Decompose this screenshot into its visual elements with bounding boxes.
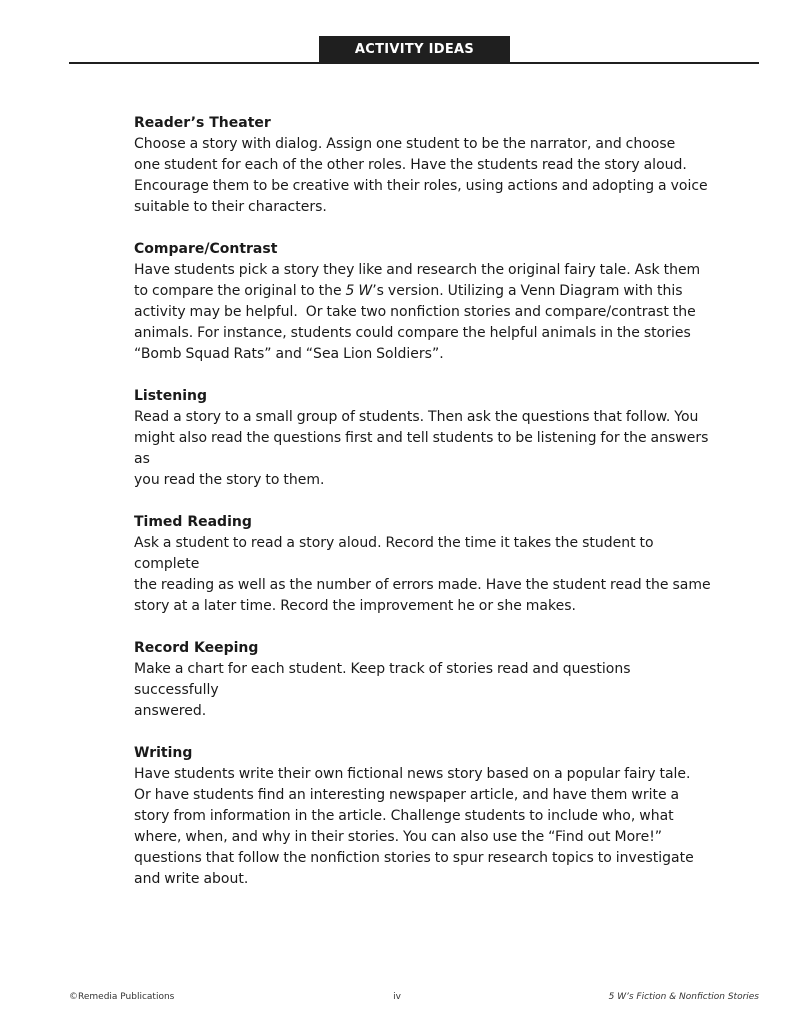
section-heading: Timed Reading <box>134 514 252 530</box>
section-record-keeping <box>134 638 714 722</box>
section-body: Read a story to a small group of students. Then ask the questions that follow. You might also read the questions first and tell students to be listening for the answers as you read the story to them. <box>134 409 709 488</box>
section-compare-contrast <box>134 239 714 365</box>
footer-page-number: iv <box>393 992 401 1002</box>
activity-list <box>134 113 714 911</box>
section-timed-reading <box>134 512 714 617</box>
header-divider <box>69 62 759 64</box>
section-writing <box>134 743 714 890</box>
section-heading: Writing <box>134 745 193 761</box>
section-readers-theater <box>134 113 714 218</box>
section-body: Have students pick a story they like and research the original fairy tale. Ask them to compare the original to the 5 W’s version. Utilizing a Venn Diagram with this activity may be helpful. Or take two nonfiction stories and compare/contrast the animals. For instance, students could compare the helpful animals in the stories “Bomb Squad Rats” and “Sea Lion Soldiers”. <box>134 262 701 362</box>
section-body: Make a chart for each student. Keep track of stories read and questions successfully answered. <box>134 661 631 719</box>
section-heading: Compare/Contrast <box>134 241 278 257</box>
section-body: Have students write their own fictional news story based on a popular fairy tale. Or have students find an interesting newspaper article, and have them write a story from information in the article. Challenge students to include who, what where, when, and why in their stories. You can also use the “Find out More!” questions that follow the nonfiction stories to spur research topics to investigate and write about. <box>134 766 694 887</box>
section-body: Ask a student to read a story aloud. Record the time it takes the student to complete the reading as well as the number of errors made. Have the student read the same story at a later time. Record the improvement he or she makes. <box>134 535 711 614</box>
footer-book-title: 5 W’s Fiction & Nonfiction Stories <box>608 992 759 1002</box>
page-title: ACTIVITY IDEAS <box>354 42 475 57</box>
section-heading: Record Keeping <box>134 640 259 656</box>
section-heading: Listening <box>134 388 207 404</box>
page-header-tab <box>319 36 510 63</box>
section-heading: Reader’s Theater <box>134 115 271 131</box>
footer-copyright: ©Remedia Publications <box>69 992 175 1002</box>
section-body: Choose a story with dialog. Assign one student to be the narrator, and choose one student for each of the other roles. Have the students read the story aloud. Encourage them to be creative with their roles, using actions and adopting a voice suitable to their characters. <box>134 136 708 215</box>
section-listening <box>134 386 714 491</box>
